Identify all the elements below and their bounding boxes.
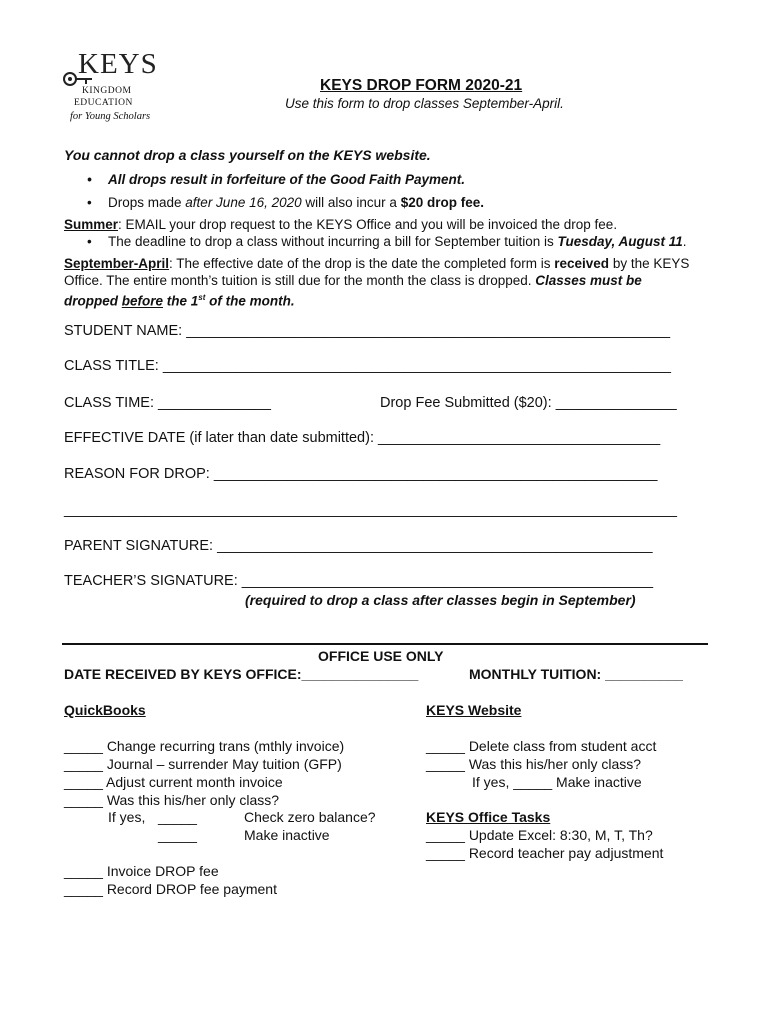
list-item[interactable]: _____ Update Excel: 8:30, M, T, Th? <box>426 827 653 843</box>
text: the 1 <box>163 293 199 309</box>
date-text: after June 16, 2020 <box>185 195 302 210</box>
list-item[interactable]: _____ Invoice DROP fee <box>64 863 219 879</box>
logo-word: KEYS <box>78 48 158 80</box>
class-time-field[interactable]: CLASS TIME: ______________ <box>64 395 271 411</box>
office-divider <box>62 643 708 645</box>
list-item[interactable]: If yes, _____ Make inactive <box>472 774 642 790</box>
make-inactive-blank[interactable]: _____ <box>158 827 197 843</box>
website-list <box>426 737 656 791</box>
superscript: st <box>198 293 206 302</box>
text: Office. The entire month’s tuition is still due for the month the class is dropped. <box>64 273 536 288</box>
class-title-field[interactable]: CLASS TITLE: _______________________________________________________________ <box>64 358 671 374</box>
form-subtitle: Use this form to drop classes September-April. <box>285 96 564 111</box>
list-item[interactable]: _____ Record DROP fee payment <box>64 881 277 897</box>
office-heading: OFFICE USE ONLY <box>318 648 444 664</box>
text: . <box>682 234 687 249</box>
tasks-list <box>426 826 663 862</box>
deadline-text: Tuesday, August 11 <box>557 234 683 249</box>
reason-field-line2[interactable]: ____________________________________________________________________________ <box>64 502 677 518</box>
monthly-tuition-field[interactable]: MONTHLY TUITION: __________ <box>469 666 683 682</box>
sept-line1 <box>64 255 689 272</box>
notice-heading: You cannot drop a class yourself on the KEYS website. <box>64 147 431 163</box>
effective-date-field[interactable]: EFFECTIVE DATE (if later than date submitted): ___________________________________ <box>64 430 661 446</box>
text: The deadline to drop a class without incurring a bill for September tuition is <box>108 234 558 249</box>
teacher-signature-note: (required to drop a class after classes begin in September) <box>245 592 636 608</box>
quickbooks-list <box>64 737 344 809</box>
check-zero-label: Check zero balance? <box>244 809 376 825</box>
list-item[interactable]: _____ Adjust current month invoice <box>64 774 283 790</box>
received-text: received <box>554 256 610 271</box>
check-zero-blank[interactable]: _____ <box>158 809 197 825</box>
sept-line3 <box>64 289 295 310</box>
parent-signature-field[interactable]: PARENT SIGNATURE: ______________________________________________________ <box>64 538 653 554</box>
logo-line-scholars: for Young Scholars <box>70 111 151 122</box>
text: Drops made <box>108 195 186 210</box>
make-inactive-label: Make inactive <box>244 827 330 843</box>
before-text: before <box>121 293 164 309</box>
list-item[interactable]: _____ Delete class from student acct <box>426 738 657 754</box>
text: of the month. <box>205 293 295 309</box>
website-heading: KEYS Website <box>426 702 522 718</box>
summer-paragraph <box>64 216 617 233</box>
text: by the KEYS <box>609 256 690 271</box>
date-received-field[interactable]: DATE RECEIVED BY KEYS OFFICE:_______________ <box>64 666 419 682</box>
form-title: KEYS DROP FORM 2020-21 <box>320 77 523 94</box>
list-item[interactable]: _____ Was this his/her only class? <box>426 756 642 772</box>
list-item[interactable]: _____ Journal – surrender May tuition (GFP) <box>64 756 342 772</box>
summer-label: Summer <box>64 217 119 232</box>
text: dropped <box>64 293 122 309</box>
text: will also incur a <box>301 195 401 210</box>
text: Classes must be <box>535 273 642 288</box>
summer-bullet-deadline <box>108 233 687 250</box>
teacher-signature-field[interactable]: TEACHER’S SIGNATURE: ___________________________________________________ <box>64 573 654 589</box>
sept-label: September-April <box>64 256 170 271</box>
reason-field[interactable]: REASON FOR DROP: _______________________________________________________ <box>64 466 658 482</box>
fee-text: $20 drop fee. <box>400 195 484 210</box>
student-name-field[interactable]: STUDENT NAME: ____________________________________________________________ <box>64 323 671 339</box>
list-item[interactable]: _____ Was this his/her only class? <box>64 792 280 808</box>
sept-line2 <box>64 272 642 289</box>
tasks-heading: KEYS Office Tasks <box>426 809 551 825</box>
list-item[interactable]: _____ Record teacher pay adjustment <box>426 845 664 861</box>
logo-line-education: EDUCATION <box>74 98 133 108</box>
notice-bullet-drop-fee <box>108 194 484 211</box>
logo-line-kingdom: KINGDOM <box>82 86 132 96</box>
drop-fee-field[interactable]: Drop Fee Submitted ($20): _______________ <box>380 395 677 411</box>
if-yes-label: If yes, <box>108 809 146 825</box>
summer-text: : EMAIL your drop request to the KEYS Office and you will be invoiced the drop fee. <box>118 217 618 232</box>
keys-logo <box>62 48 162 128</box>
text: : The effective date of the drop is the date the completed form is <box>169 256 555 271</box>
list-item[interactable]: _____ Change recurring trans (mthly invoice) <box>64 738 345 754</box>
notice-bullet-gfp: • All drops result in forfeiture of the Good Faith Payment. <box>108 171 465 188</box>
quickbooks-heading: QuickBooks <box>64 702 146 718</box>
quickbooks-list-2 <box>64 862 277 898</box>
